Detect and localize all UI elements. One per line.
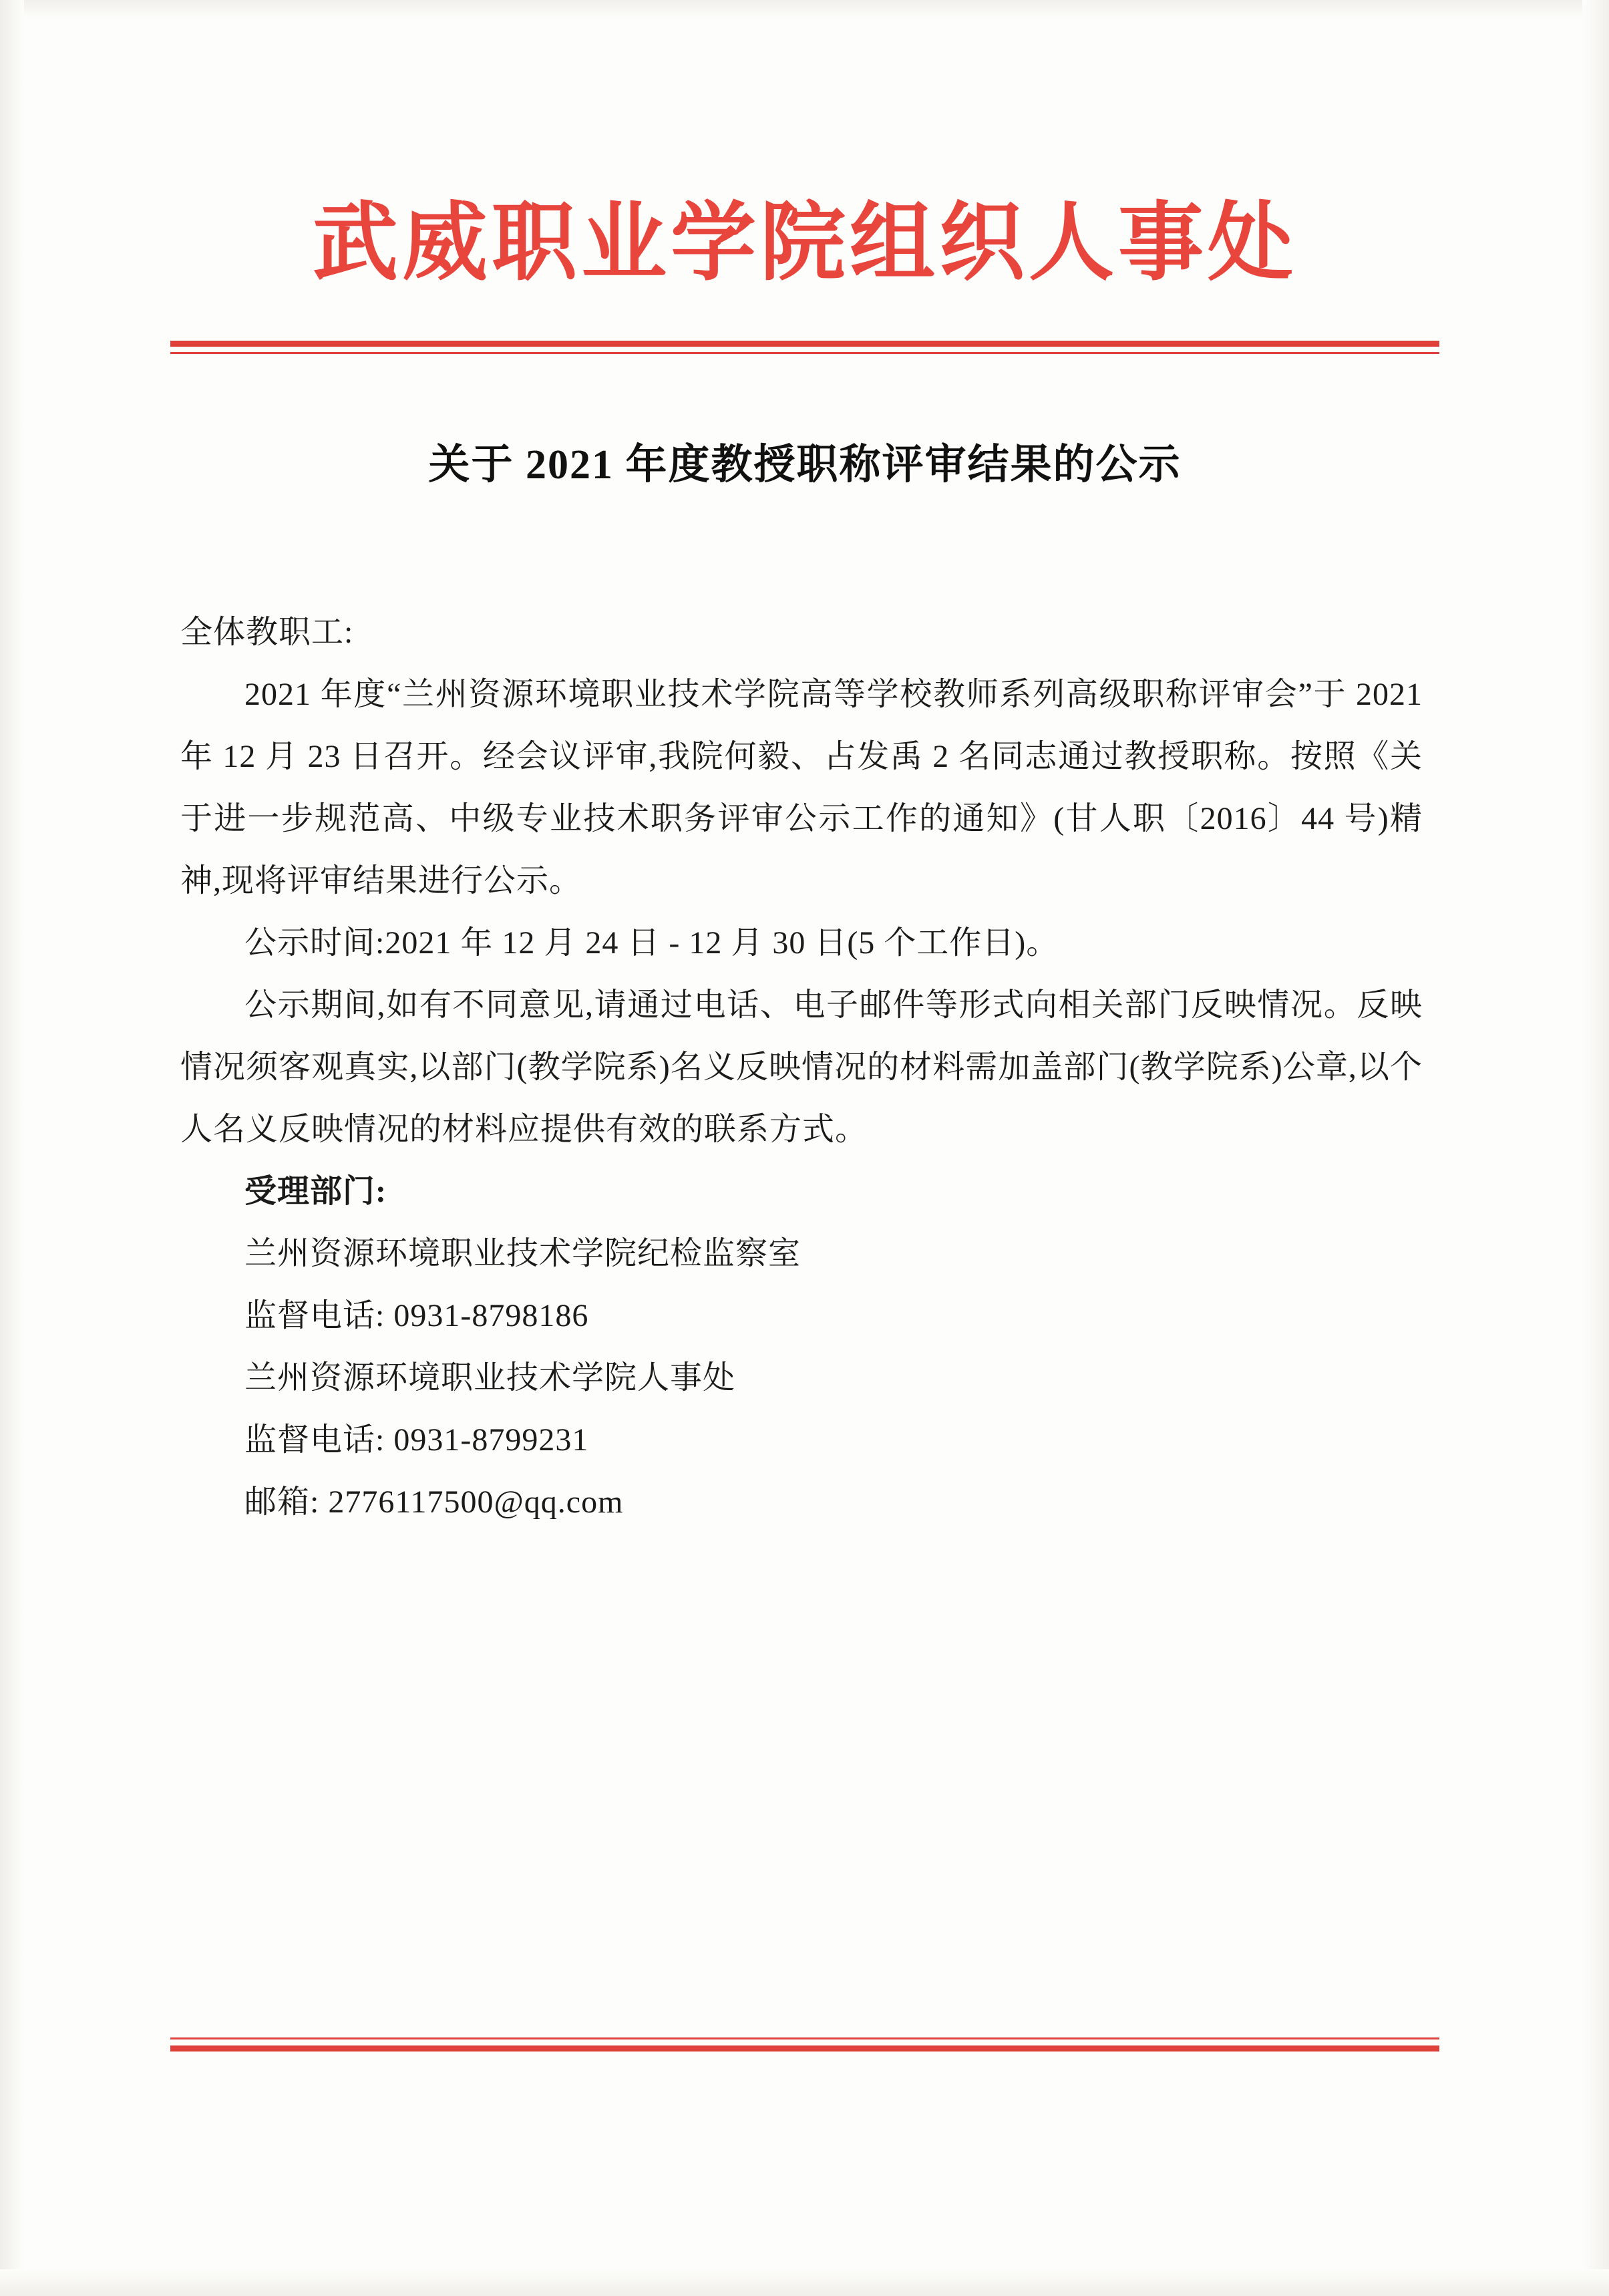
body-paragraph-3: 公示期间,如有不同意见,请通过电话、电子邮件等形式向相关部门反映情况。反映情况须客观真实,以部门(教学院系)名义反映情况的材料需加盖部门(教学院系)公章,以个人名义反映情况的材料应提供有效的联系方式。 <box>180 987 1423 1147</box>
footer-divider-thin-line <box>170 2037 1439 2039</box>
masthead <box>170 196 1439 291</box>
contact-section-heading: 受理部门: <box>244 1174 387 1209</box>
masthead-divider-thick-line <box>170 341 1439 347</box>
contact-line-phone-discipline: 监督电话: 0931-8798186 <box>244 1298 589 1333</box>
contact-line-email: 邮箱: 2776117500@qq.com <box>244 1484 624 1520</box>
page-title: 关于 2021 年度教授职称评审结果的公示 <box>428 442 1182 488</box>
body-paragraph-1: 2021 年度“兰州资源环境职业技术学院高等学校教师系列高级职称评审会”于 2021 年 12 月 23 日召开。经会议评审,我院何毅、占发禹 2 名同志通过教授职称。按照《关于进一步规范高、中级专业技术职务评审公示工作的通知》(甘人职〔2016〕44 号)精神,现将评审结果进行公示。 <box>180 677 1423 898</box>
contact-line-department-discipline: 兰州资源环境职业技术学院纪检监察室 <box>244 1236 801 1271</box>
paper-edge-left <box>0 0 24 2296</box>
footer-divider <box>170 2037 1439 2052</box>
masthead-divider <box>170 341 1439 354</box>
contact-line-phone-personnel: 监督电话: 0931-8799231 <box>244 1422 589 1458</box>
document-content <box>170 0 1439 2296</box>
contact-line-department-personnel: 兰州资源环境职业技术学院人事处 <box>244 1360 736 1396</box>
body-paragraph-2: 公示时间:2021 年 12 月 24 日 - 12 月 30 日(5 个工作日)。 <box>244 925 1059 961</box>
footer-divider-thick-line <box>170 2045 1439 2052</box>
paper-edge-right <box>1582 0 1609 2296</box>
document-body <box>180 601 1423 1533</box>
masthead-organization-title: 武威职业学院组织人事处 <box>312 196 1297 291</box>
salutation: 全体教职工: <box>180 615 354 650</box>
masthead-divider-thin-line <box>170 352 1439 354</box>
